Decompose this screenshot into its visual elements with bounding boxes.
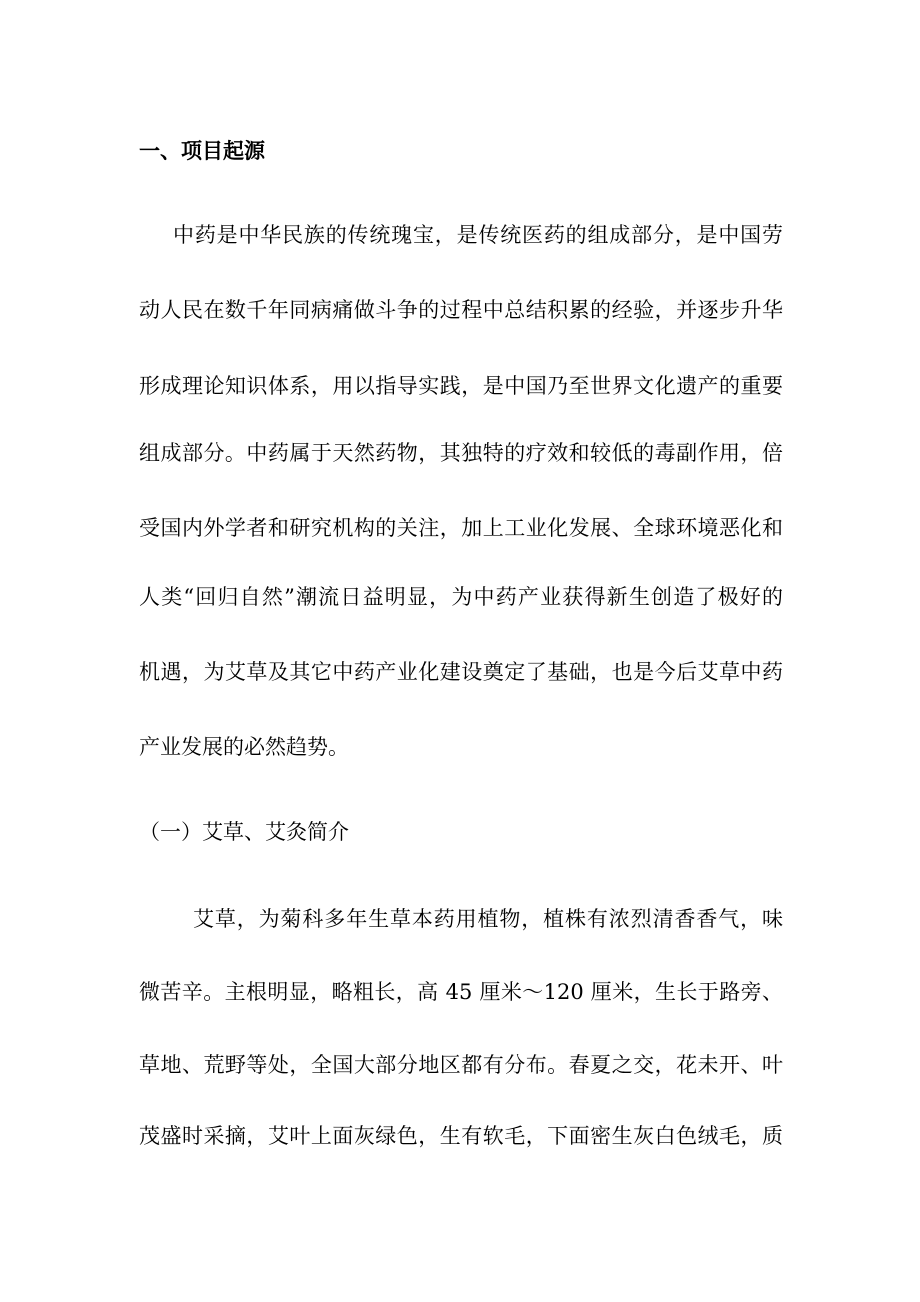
paragraph-line: 人类“回归自然”潮流日益明显，为中药产业获得新生创造了极好的: [139, 585, 783, 609]
section-heading: 一、项目起源: [139, 138, 265, 163]
paragraph-line: 草地、荒野等处，全国大部分地区都有分布。春夏之交，花未开、叶: [139, 1053, 783, 1077]
paragraph-line: 微苦辛。主根明显，略粗长，高 45 厘米～120 厘米，生长于路旁、: [139, 980, 783, 1004]
subsection-heading: （一）艾草、艾灸简介: [139, 820, 349, 844]
paragraph-line: 产业发展的必然趋势。: [139, 735, 349, 759]
paragraph-line: 形成理论知识体系，用以指导实践，是中国乃至世界文化遗产的重要: [139, 374, 783, 398]
paragraph-line: 中药是中华民族的传统瑰宝，是传统医药的组成部分，是中国劳: [173, 223, 783, 247]
paragraph-line: 动人民在数千年同病痛做斗争的过程中总结积累的经验，并逐步升华: [139, 298, 783, 322]
paragraph-line: 组成部分。中药属于天然药物，其独特的疗效和较低的毒副作用，倍: [139, 441, 783, 465]
paragraph-line: 茂盛时采摘，艾叶上面灰绿色，生有软毛，下面密生灰白色绒毛，质: [139, 1124, 783, 1148]
paragraph-line: 受国内外学者和研究机构的关注，加上工业化发展、全球环境恶化和: [139, 516, 783, 540]
paragraph-line: 机遇，为艾草及其它中药产业化建设奠定了基础，也是今后艾草中药: [139, 660, 783, 684]
paragraph-line: 艾草，为菊科多年生草本药用植物，植株有浓烈清香香气，味: [193, 907, 783, 931]
